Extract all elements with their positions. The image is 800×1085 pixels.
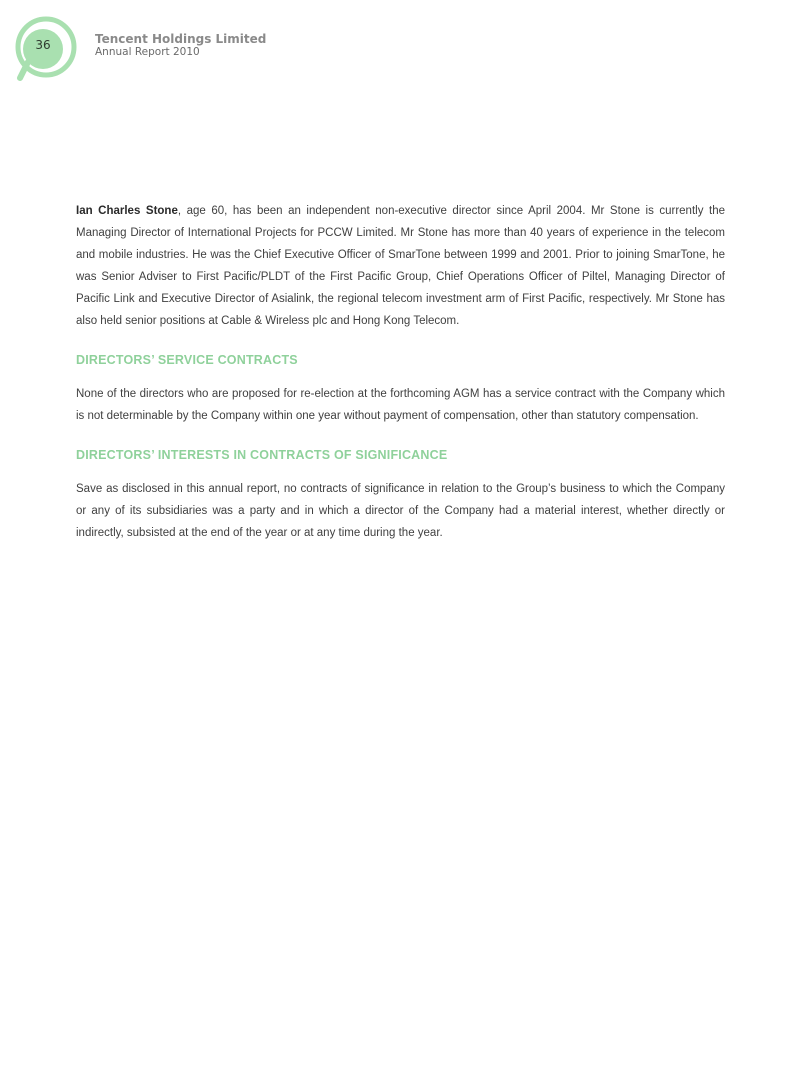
section-text-service-contracts: None of the directors who are proposed for re-election at the forthcoming AGM has a service contract with the Company which is not determinable by the Company within one year without payment of compensation, other than statutory compensation.: [76, 388, 725, 422]
page-number: 36: [35, 38, 51, 52]
section-heading-contracts-of-significance: DIRECTORS’ INTERESTS IN CONTRACTS OF SIGNIFICANCE: [76, 448, 448, 462]
director-bio-text: , age 60, has been an independent non-executive director since April 2004. Mr Stone is currently the Managing Director of International Projects for PCCW Limited. Mr Stone has more than 40 years of experience in the telecom and mobile industries. He was the Chief Executive Officer of SmarTone between 1999 and 2001. Prior to joining SmarTone, he was Senior Adviser to First Pacific/PLDT of the First Pacific Group, Chief Operations Officer of Piltel, Managing Director of Pacific Link and Executive Director of Asialink, the regional telecom investment arm of First Pacific, respectively. Mr Stone has also held senior positions at Cable & Wireless plc and Hong Kong Telecom.: [76, 205, 725, 327]
director-name: Ian Charles Stone: [76, 205, 178, 217]
director-bio-paragraph: [76, 200, 725, 332]
section-heading-service-contracts: DIRECTORS’ SERVICE CONTRACTS: [76, 353, 298, 367]
section-text-contracts-of-significance: Save as disclosed in this annual report, no contracts of significance in relation to the Group’s business to which the Company or any of its subsidiaries was a party and in which a director of the Company had a material interest, whether directly or indirectly, subsisted at the end of the year or at any time during the year.: [76, 483, 725, 539]
main-content: [76, 200, 725, 544]
company-name: Tencent Holdings Limited: [95, 32, 267, 46]
report-title: Annual Report 2010: [95, 46, 200, 58]
running-header: [95, 32, 266, 59]
